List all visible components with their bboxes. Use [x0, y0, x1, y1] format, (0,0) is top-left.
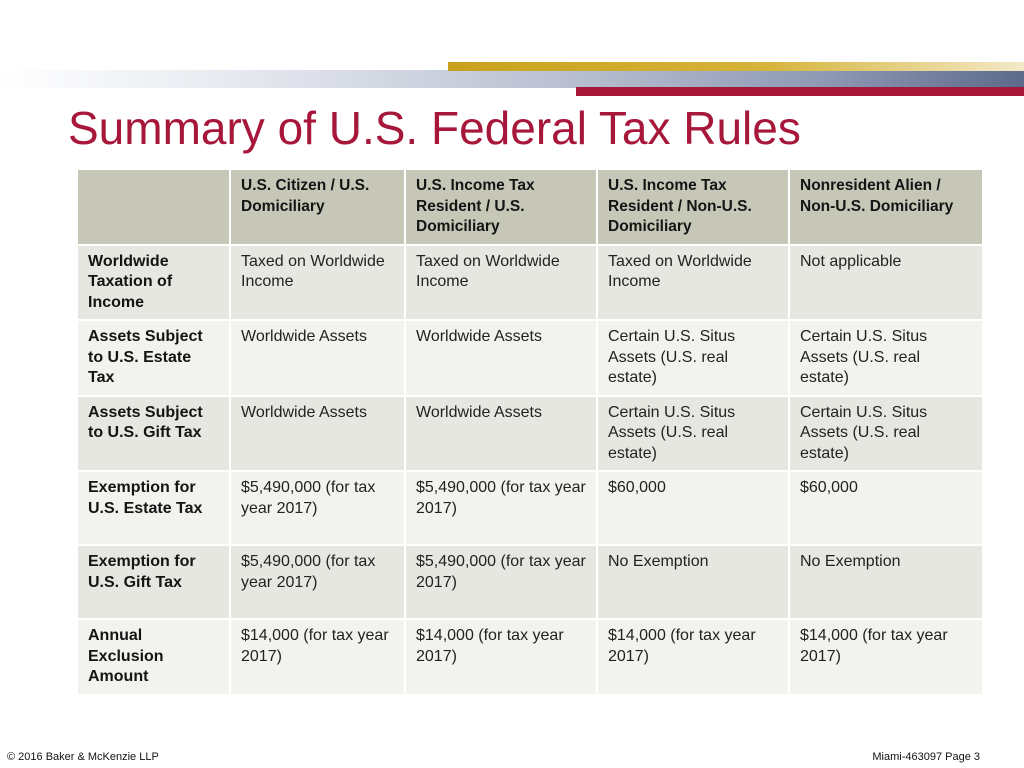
table-cell: Not applicable: [789, 245, 983, 321]
table-cell: $14,000 (for tax year 2017): [405, 619, 597, 695]
table-cell: $5,490,000 (for tax year 2017): [230, 545, 405, 619]
table-cell: $14,000 (for tax year 2017): [230, 619, 405, 695]
header-cell-nonresident-alien: Nonresident Alien / Non-U.S. Domiciliary: [789, 169, 983, 245]
header-cell-resident-non-domiciliary: U.S. Income Tax Resident / Non-U.S. Domiciliary: [597, 169, 789, 245]
table-cell: Worldwide Assets: [230, 320, 405, 396]
table-cell: $5,490,000 (for tax year 2017): [405, 545, 597, 619]
top-band-gradient: [0, 70, 1024, 88]
table-cell: $5,490,000 (for tax year 2017): [230, 471, 405, 545]
table-cell: No Exemption: [789, 545, 983, 619]
table-row: [77, 545, 983, 619]
table-cell: Taxed on Worldwide Income: [405, 245, 597, 321]
top-band-gold: [448, 62, 1024, 71]
table-cell: Certain U.S. Situs Assets (U.S. real estate): [789, 396, 983, 472]
table-cell: Certain U.S. Situs Assets (U.S. real estate): [789, 320, 983, 396]
row-header-cell: Exemption for U.S. Gift Tax: [77, 545, 230, 619]
table-cell: Worldwide Assets: [405, 396, 597, 472]
footer-copyright: © 2016 Baker & McKenzie LLP: [7, 751, 159, 763]
row-header-cell: Worldwide Taxation of Income: [77, 245, 230, 321]
table-cell: $60,000: [597, 471, 789, 545]
table-cell: Worldwide Assets: [230, 396, 405, 472]
row-header-cell: Assets Subject to U.S. Gift Tax: [77, 396, 230, 472]
header-cell-us-citizen: U.S. Citizen / U.S. Domiciliary: [230, 169, 405, 245]
table-cell: $5,490,000 (for tax year 2017): [405, 471, 597, 545]
table-cell: Taxed on Worldwide Income: [597, 245, 789, 321]
row-header-cell: Exemption for U.S. Estate Tax: [77, 471, 230, 545]
header-cell-blank: [77, 169, 230, 245]
table-cell: Certain U.S. Situs Assets (U.S. real estate): [597, 396, 789, 472]
row-header-cell: Assets Subject to U.S. Estate Tax: [77, 320, 230, 396]
table-header-row: [77, 169, 983, 245]
row-header-cell: Annual Exclusion Amount: [77, 619, 230, 695]
table-row: [77, 245, 983, 321]
table-row: [77, 320, 983, 396]
footer-page-ref: Miami-463097 Page 3: [872, 751, 980, 763]
slide-title: Summary of U.S. Federal Tax Rules: [68, 102, 801, 154]
table-cell: $14,000 (for tax year 2017): [789, 619, 983, 695]
tax-rules-table: [76, 168, 984, 696]
table-cell: Taxed on Worldwide Income: [230, 245, 405, 321]
table-cell: Certain U.S. Situs Assets (U.S. real estate): [597, 320, 789, 396]
table-cell: $14,000 (for tax year 2017): [597, 619, 789, 695]
table-cell: $60,000: [789, 471, 983, 545]
table-cell: Worldwide Assets: [405, 320, 597, 396]
table-row: [77, 619, 983, 695]
table-cell: No Exemption: [597, 545, 789, 619]
table-row: [77, 471, 983, 545]
top-band-red: [576, 87, 1024, 96]
table-row: [77, 396, 983, 472]
header-cell-resident-domiciliary: U.S. Income Tax Resident / U.S. Domiciliary: [405, 169, 597, 245]
